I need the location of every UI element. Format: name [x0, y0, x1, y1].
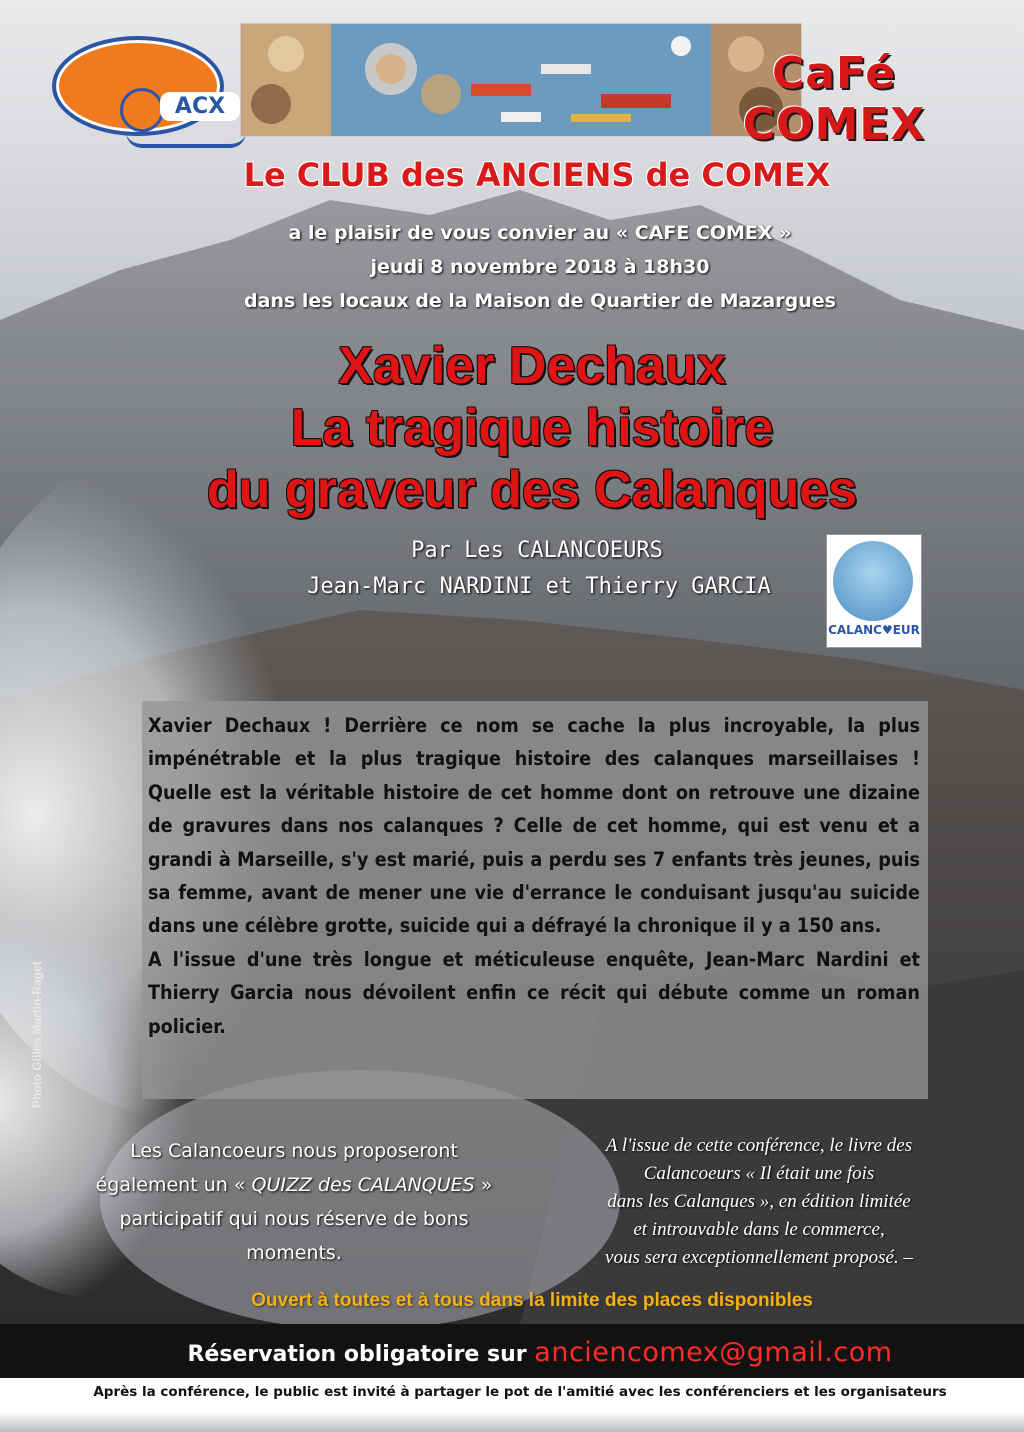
- invitation-date: jeudi 8 novembre 2018 à 18h30: [370, 256, 710, 278]
- invitation-location: dans les locaux de la Maison de Quartier de Mazargues: [244, 290, 836, 312]
- story-paragraph-1: Xavier Dechaux ! Derrière ce nom se cache la plus incroyable, la plus impénétrable et la plus tragique histoire des calanques marseillaises ! Quelle est la véritable histoire de cet homme dont on retrouve une dizaine de gravures dans nos calanques ? Celle de cet homme, qui est venu et a grandi à Marseille, s'y est marié, puis a perdu ses 7 enfants très jeunes, puis sa femme, avant de mener une vie d'errance le conduisant jusqu'au suicide dans une célèbre grotte, suicide qui a défrayé la chronique il y a 150 ans.: [148, 714, 920, 938]
- logo-text: ACX: [160, 92, 240, 121]
- speakers-group: Par Les CALANCOEURS: [411, 538, 663, 563]
- acx-logo: [52, 36, 224, 136]
- speakers-names: Jean-Marc NARDINI et Thierry GARCIA: [307, 574, 771, 599]
- cafe-comex-title: CaFé COMEX: [742, 48, 926, 150]
- club-title: Le CLUB des ANCIENS de COMEX: [243, 156, 831, 194]
- reservation-label: Réservation obligatoire sur: [187, 1342, 535, 1367]
- title-line-2: La tragique histoire: [290, 399, 774, 457]
- reservation-line: [0, 1337, 1024, 1368]
- book-offer-text: [536, 1132, 982, 1272]
- book-line-1: A l'issue de cette conférence, le livre des: [605, 1135, 913, 1156]
- reservation-email-link[interactable]: anciencomex@gmail.com: [534, 1337, 893, 1368]
- logo-swoosh-icon: [126, 132, 246, 148]
- book-line-3: dans les Calanques », en édition limitée: [607, 1191, 911, 1212]
- photo-credit: Photo Gilles Martin-Raget: [30, 961, 44, 1108]
- book-line-2: Calancoeurs « Il était une fois: [643, 1163, 875, 1184]
- quiz-title: QUIZZ des CALANQUES: [251, 1174, 475, 1196]
- calancoeur-logo-image: [833, 541, 913, 621]
- logo-wheel-icon: [120, 88, 164, 132]
- quiz-text-before: Les Calancoeurs nous proposeront également un «: [95, 1140, 458, 1196]
- quiz-text: [92, 1134, 496, 1270]
- title-line-1: Xavier Dechaux: [338, 337, 726, 395]
- footer-text: Après la conférence, le public est invité à partager le pot de l'amitié avec les conférenciers et les organisateurs: [93, 1384, 947, 1400]
- open-notice: Ouvert à toutes et à tous dans la limite des places disponibles: [251, 1290, 813, 1311]
- story-box: [142, 701, 928, 1099]
- calancoeur-logo: [826, 534, 922, 648]
- book-line-5: vous sera exceptionnellement proposé. –: [605, 1247, 913, 1268]
- invitation-line-1: a le plaisir de vous convier au « CAFE COMEX »: [288, 222, 792, 244]
- story-paragraph-2: A l'issue d'une très longue et méticuleuse enquête, Jean-Marc Nardini et Thierry Garcia nous dévoilent enfin ce récit qui débute comme un roman policier.: [148, 947, 920, 1038]
- book-line-4: et introuvable dans le commerce,: [633, 1219, 885, 1240]
- title-line-3: du graveur des Calanques: [206, 461, 858, 519]
- quiz-text-after: » participatif qui nous réserve de bons moments.: [119, 1174, 493, 1264]
- calancoeur-logo-text: CALANC♥EUR: [828, 623, 920, 637]
